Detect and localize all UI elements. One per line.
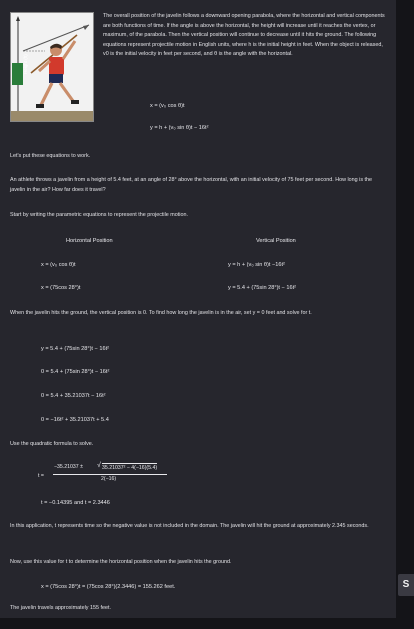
quadratic-lhs: t = [38, 473, 44, 479]
problem-statement: An athlete throws a javelin from a height of 5.4 feet, at an angle of 28° above the horizontal, with an initial velocity of 75 feet per second. How long is the javelin in the air? How far does it travel? [10, 177, 373, 193]
solve-step-4: 0 = −16t² + 35.21037t + 5.4 [41, 417, 109, 423]
intro-paragraph: The overall position of the javelin follows a downward opening parabola, where the horizontal and vertical components are both functions of time. If the angle is above the horizontal, the height will increase until it reaches the vertex, or maximum, of the parabola. Then the vertical position will continue to decrease until it hits the ground. The following equations represent projectile motion in English units, where h is the initial height in feet. When the object is released, v0 is the initial velocity in feet per second, and θ is the angle with the horizontal. [103, 13, 385, 58]
quadratic-formula-instruction: Use the quadratic formula to solve. [10, 441, 94, 447]
fraction-bar [53, 474, 167, 475]
param-eq-y-general: y = h + (v₀ sin θ)t −16t² [228, 262, 285, 268]
when-hits-ground-text: When the javelin hits the ground, the vertical position is 0. To find how long the javelin is in the air, set y = 0 feet and solve for t. [10, 310, 312, 316]
application-paragraph: In this application, t represents time so the negative value is not included in the domain. The javelin will hit the ground at approximately 2.345 seconds. [10, 523, 369, 529]
conclusion-text: The javelin travels approximately 155 feet. [10, 605, 111, 611]
param-eq-x-general: x = (v₀ cos θ)t [41, 262, 76, 268]
javelin-illustration [10, 12, 94, 122]
solve-step-1: y = 5.4 + (75sin 28°)t − 16t² [41, 346, 110, 352]
height-axis-label: Height (ft) [23, 54, 28, 74]
start-instruction: Start by writing the parametric equations to represent the projectile motion. [10, 212, 188, 218]
param-eq-x-specific: x = (75cos 28°)t [41, 285, 81, 291]
general-equation-y: y = h + (v₀ sin θ)t − 16t² [150, 125, 209, 131]
quadratic-radicand: 35.21037² − 4(−16)(5.4) [102, 465, 158, 471]
now-use-text: Now, use this value for t to determine the horizontal position when the javelin hits the ground. [10, 559, 232, 565]
quadratic-formula [38, 462, 238, 492]
lets-put-text: Let's put these equations to work. [10, 153, 91, 159]
vertical-position-header: Vertical Position [256, 238, 296, 244]
solve-step-2: 0 = 5.4 + (75sin 28°)t − 16t² [41, 369, 110, 375]
quadratic-denominator: 2(−16) [101, 476, 117, 482]
param-eq-y-specific: y = 5.4 + (75sin 28°)t − 16t² [228, 285, 297, 291]
window-edge [396, 0, 414, 629]
sqrt-symbol: √ [97, 462, 101, 469]
javelin-thrower-image [11, 13, 93, 121]
horizontal-position-header: Horizontal Position [66, 238, 113, 244]
solutions-text: t = −0.14395 and t = 2.3446 [41, 500, 110, 506]
bottom-bar [0, 618, 396, 629]
quadratic-numerator-prefix: −35.21037 ± [54, 464, 83, 470]
solve-step-3: 0 = 5.4 + 35.21037t − 16t² [41, 393, 106, 399]
final-equation: x = (75cos 28°)t = (75cos 28°)(2.3446) = 155.262 feet. [41, 584, 176, 590]
side-tab[interactable]: S [398, 574, 414, 596]
general-equation-x: x = (v₀ cos θ)t [150, 103, 185, 109]
